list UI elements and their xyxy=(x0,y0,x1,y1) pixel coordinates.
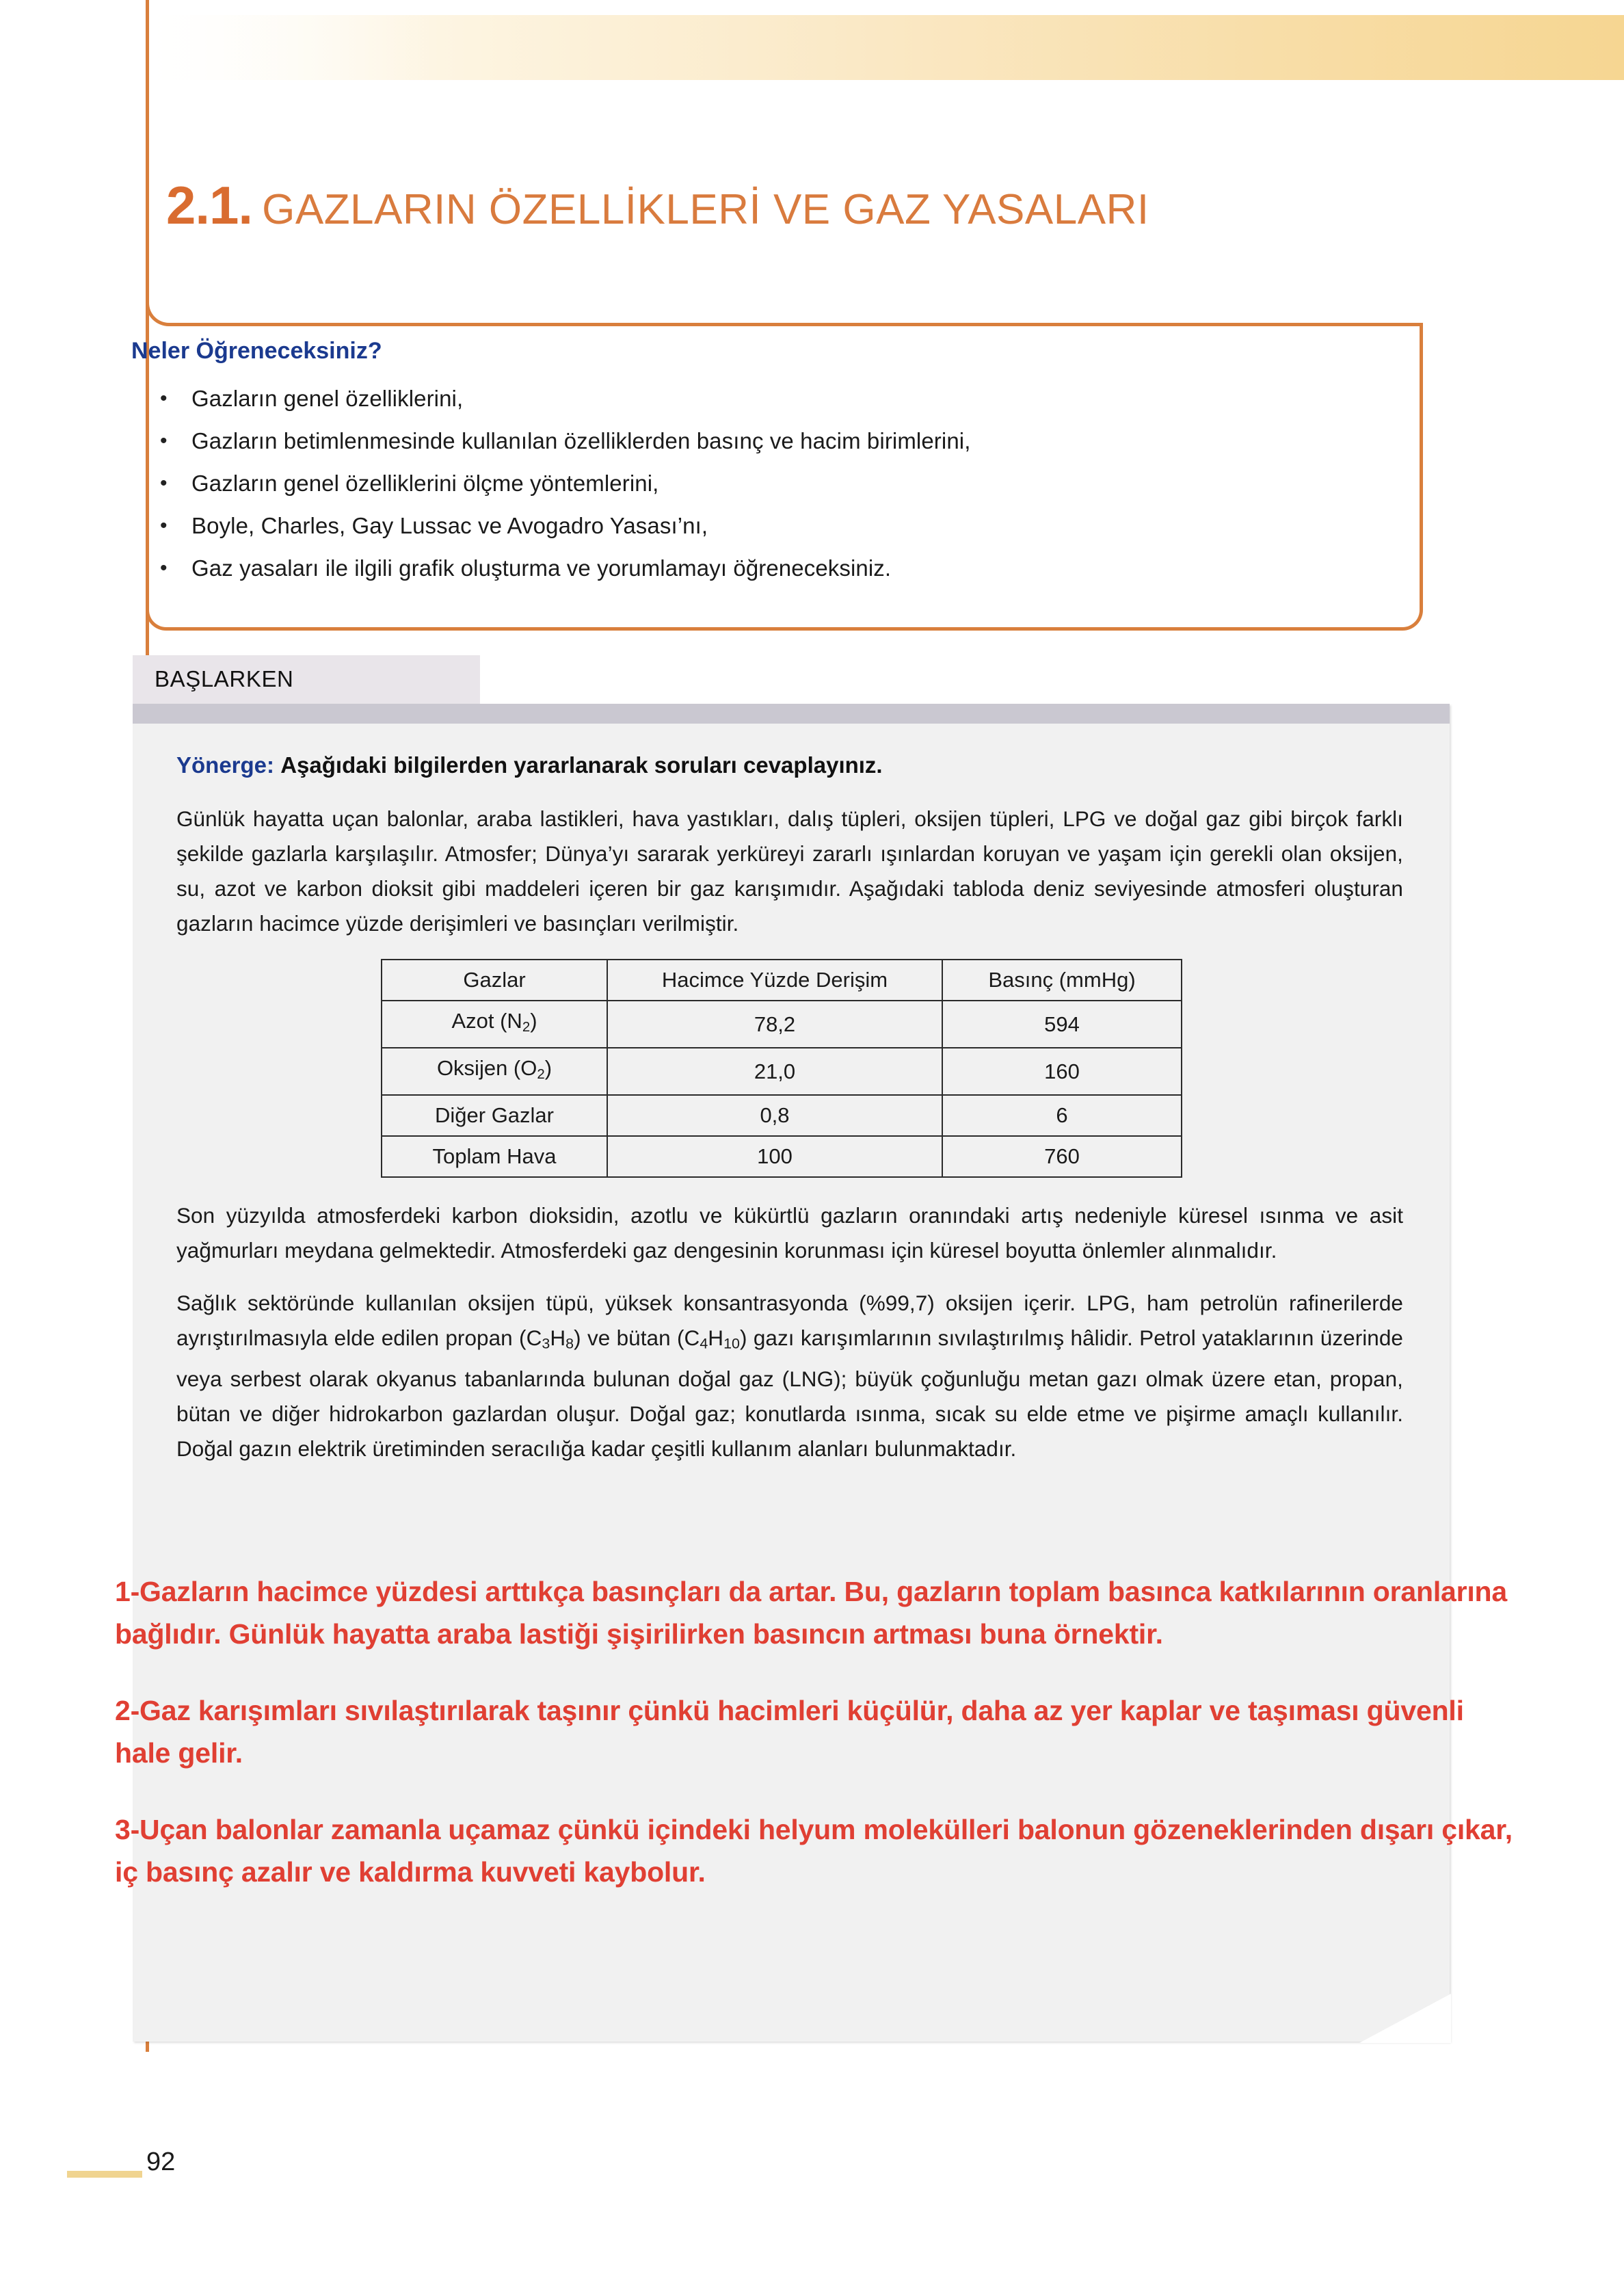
bullet-icon: • xyxy=(160,557,168,579)
list-item-label: Boyle, Charles, Gay Lussac ve Avogadro Yasası’nı, xyxy=(191,513,708,538)
instruction-line xyxy=(164,750,1407,781)
gas-name-tail: ) xyxy=(530,1009,537,1033)
paragraph-3-sub-4: 10 xyxy=(723,1335,741,1352)
paragraph-3-seg-5: ) gazı karışımlarının sıvılaştırılmış hâlidir. Petrol yataklarının üzerinde veya serbest olarak okyanus tabanlarında bulunan doğal gaz (LNG); büyük çoğunluğu metan gazı olmak üzere etan, propan, bütan ve diğer hidrokarbon gazlardan oluşur. Doğal gaz; konutlarda ısınma, sıcak su elde etme ve pişirme amaçlı kullanılır. Doğal gazın elektrik üretiminden seracılığa kadar çeşitli kullanım alanları bulunmaktadır. xyxy=(176,1325,1404,1461)
cell-pressure: 594 xyxy=(942,1001,1182,1048)
table-row xyxy=(382,1095,1182,1136)
table-row xyxy=(382,1136,1182,1177)
cell-gas-name: Diğer Gazlar xyxy=(382,1095,607,1136)
cell-percent: 100 xyxy=(607,1136,942,1177)
bullet-icon: • xyxy=(160,387,168,410)
title-underline-frame xyxy=(146,205,1423,326)
instruction-label: Yönerge: xyxy=(176,752,275,778)
page-number-rule xyxy=(67,2171,142,2178)
answer-2: 2-Gaz karışımları sıvılaştırılarak taşınır çünkü hacimleri küçülür, daha az yer kaplar ve taşıması güvenli hale gelir. xyxy=(115,1695,1464,1769)
gas-name-subscript: 2 xyxy=(522,1019,531,1035)
table-header-row xyxy=(382,960,1182,1001)
list-item xyxy=(145,420,1396,462)
list-item xyxy=(145,547,1396,590)
paragraph-2: Son yüzyılda atmosferdeki karbon dioksidin, azotlu ve kükürtlü gazların oranındaki artış nedeniyle küresel ısınma ve asit yağmurları meydana gelmektedir. Atmosferdeki gaz dengesinin korunması için küresel boyutta önlemler alınmalıdır. xyxy=(176,1203,1403,1263)
gas-name-text: Oksijen (O xyxy=(436,1056,537,1081)
activity-panel-topbar xyxy=(133,704,1450,724)
column-header-gas: Gazlar xyxy=(382,960,607,1001)
student-answers xyxy=(115,1570,1517,1927)
cell-percent: 0,8 xyxy=(607,1095,942,1136)
gas-name-tail: ) xyxy=(544,1056,553,1081)
cell-percent: 78,2 xyxy=(607,1001,942,1048)
paragraph-3-sub-3: 4 xyxy=(700,1335,708,1352)
list-item xyxy=(145,505,1396,547)
paragraph-3-seg-2: H xyxy=(550,1325,566,1351)
paragraph-3-sub-1: 3 xyxy=(542,1335,550,1352)
instruction-text: Aşağıdaki bilgilerden yararlanarak soruları cevaplayınız. xyxy=(280,752,883,778)
column-header-pressure: Basınç (mmHg) xyxy=(942,960,1182,1001)
learning-objectives-heading: Neler Öğreneceksiniz? xyxy=(131,338,382,364)
answer-1: 1-Gazların hacimce yüzdesi arttıkça basınçları da artar. Bu, gazların toplam basınca katkılarının oranlarına bağlıdır. Günlük hayatta araba lastiği şişirilirken basıncın artması buna örnektir. xyxy=(115,1576,1508,1650)
list-item-label: Gazların betimlenmesinde kullanılan özelliklerden basınç ve hacim birimlerini, xyxy=(191,428,971,453)
gas-name-subscript: 2 xyxy=(537,1066,545,1083)
section-title-text: GAZLARIN ÖZELLİKLERİ VE GAZ YASALARI xyxy=(262,186,1149,233)
answer-3: 3-Uçan balonlar zamanla uçamaz çünkü içindeki helyum molekülleri balonun gözeneklerinden dışarı çıkar, iç basınç azalır ve kaldırma kuvveti kaybolur. xyxy=(115,1814,1513,1888)
gas-composition-table xyxy=(381,959,1182,1178)
learning-objectives-list xyxy=(145,378,1396,590)
cell-pressure: 160 xyxy=(942,1048,1182,1095)
header-gradient-fade xyxy=(147,15,434,80)
cell-pressure: 760 xyxy=(942,1136,1182,1177)
cell-gas-name xyxy=(382,1048,607,1095)
cell-percent: 21,0 xyxy=(607,1048,942,1095)
gas-name-text: Azot (N xyxy=(451,1009,522,1033)
paragraph-3-sub-2: 8 xyxy=(565,1335,574,1352)
paragraph-3-seg-1: Sağlık sektöründe kullanılan oksijen tüpü, yüksek konsantrasyonda (%99,7) oksijen içerir. LPG, ham petrolün rafinerilerde ayrıştırılmasıyla elde edilen propan (C xyxy=(176,1291,1403,1351)
bullet-icon: • xyxy=(160,514,168,537)
list-item-label: Gazların genel özelliklerini, xyxy=(191,386,464,411)
section-number: 2.1. xyxy=(166,175,253,235)
list-item-label: Gazların genel özelliklerini ölçme yöntemlerini, xyxy=(191,471,659,496)
cell-gas-name xyxy=(382,1001,607,1048)
bullet-icon: • xyxy=(160,472,168,494)
paragraph-3-seg-3: ) ve bütan (C xyxy=(574,1325,700,1351)
list-item-label: Gaz yasaları ile ilgili grafik oluşturma ve yorumlamayı öğreneceksiniz. xyxy=(191,555,892,581)
page-number: 92 xyxy=(146,2148,176,2176)
paragraph-3 xyxy=(164,1286,1407,1466)
gas-table-wrapper xyxy=(164,959,1407,1178)
table-row xyxy=(382,1001,1182,1048)
paragraph-1: Günlük hayatta uçan balonlar, araba lastikleri, hava yastıkları, dalış tüpleri, oksijen tüpleri, LPG ve doğal gaz gibi birçok farklı şekilde gazlarla karşılaşılır. Atmosfer; Dünya’yı sararak yerküreyi zararlı ışınlardan koruyan ve yaşam için gerekli olan oksijen, su, azot ve karbon dioksit gibi maddeleri içeren bir gaz karışımıdır. Aşağıdaki tabloda deniz seviyesinde atmosferi oluşturan gazların hacimce yüzde derişimleri ve basınçları verilmiştir. xyxy=(176,806,1403,936)
table-row xyxy=(382,1048,1182,1095)
list-item xyxy=(145,462,1396,505)
cell-gas-name: Toplam Hava xyxy=(382,1136,607,1177)
bullet-icon: • xyxy=(160,430,168,452)
activity-tab-label: BAŞLARKEN xyxy=(155,666,294,691)
list-item xyxy=(145,378,1396,420)
cell-pressure: 6 xyxy=(942,1095,1182,1136)
paragraph-3-seg-4: H xyxy=(708,1325,724,1351)
column-header-percent: Hacimce Yüzde Derişim xyxy=(607,960,942,1001)
